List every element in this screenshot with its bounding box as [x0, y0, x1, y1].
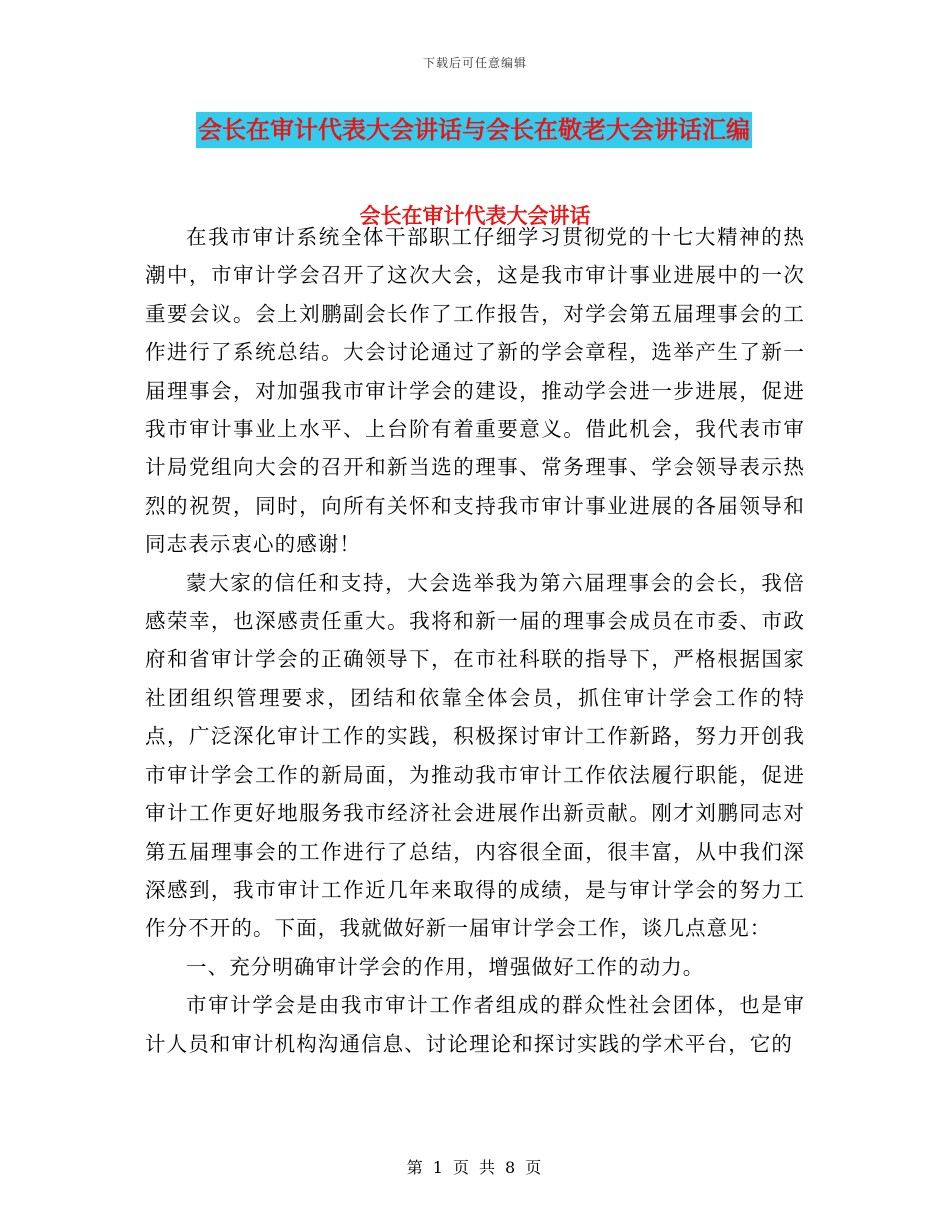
footer-label-unit: 页 [452, 1158, 471, 1177]
footer-label-unit2: 页 [525, 1158, 544, 1177]
paragraph: 蒙大家的信任和支持，大会选举我为第六届理事会的会长，我倍感荣幸，也深感责任重大。我将和新一届的理事会成员在市委、市政府和省审计学会的正确领导下，在市社科联的指导下，严格根据国家社团组织管理要求，团结和依靠全体会员，抓住审计学会工作的特点，广泛深化审计工作的实践，积极探讨审计工作新路，努力开创我市审计学会工作的新局面，为推动我市审计工作依法履行职能，促进审计工作更好地服务我市经济社会进展作出新贡献。刚才刘鹏同志对第五届理事会的工作进行了总结，内容很全面，很丰富，从中我们深深感到，我市审计工作近几年来取得的成绩，是与审计学会的努力工作分不开的。下面，我就做好新一届审计学会工作，谈几点意见： [145, 570, 805, 941]
header-note: 下载后可任意编辑 [422, 56, 527, 70]
total-pages-number: 8 [505, 1158, 518, 1177]
footer-label-total: 共 [479, 1158, 498, 1177]
document-title: 会长在审计代表大会讲话与会长在敬老大会讲话汇编 [196, 112, 752, 148]
page-footer [0, 1155, 950, 1178]
paragraph: 在我市审计系统全体干部职工仔细学习贯彻党的十七大精神的热潮中，市审计学会召开了这次大会，这是我市审计事业进展中的一次重要会议。会上刘鹏副会长作了工作报告，对学会第五届理事会的工作进行了系统总结。大会讨论通过了新的学会章程，选举产生了新一届理事会，对加强我市审计学会的建设，推动学会进一步进展，促进我市审计事业上水平、上台阶有着重要意义。借此机会，我代表市审计局党组向大会的召开和新当选的理事、常务理事、学会领导表示热烈的祝贺，同时，向所有关怀和支持我市审计事业进展的各届领导和同志表示衷心的感谢！ [145, 225, 805, 557]
paragraph: 一、充分明确审计学会的作用，增强做好工作的动力。 [186, 954, 705, 979]
footer-label-page: 第 [406, 1158, 425, 1177]
section-title: 会长在审计代表大会讲话 [359, 204, 591, 228]
paragraph: 市审计学会是由我市审计工作者组成的群众性社会团体，也是审计人员和审计机构沟通信息、讨论理论和探讨实践的学术平台，它的 [145, 993, 805, 1056]
current-page-number: 1 [432, 1158, 445, 1177]
document-body [145, 218, 805, 1063]
